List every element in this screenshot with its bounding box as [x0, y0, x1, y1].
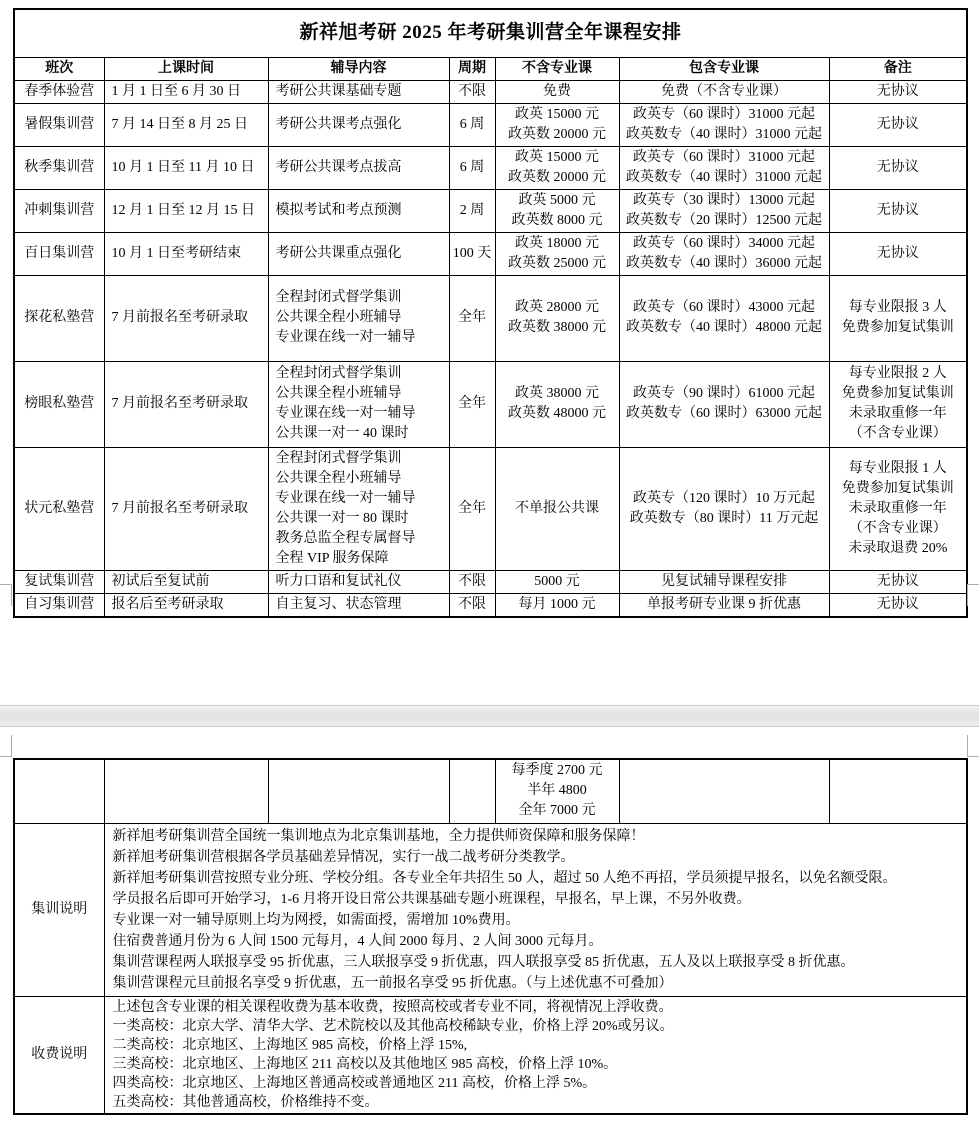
cell-line: 专业课在线一对一辅导 [275, 490, 416, 506]
cell-banci [14, 232, 104, 275]
cell-line: 无协议 [876, 245, 919, 261]
cell-line: 模拟考试和考点预测 [275, 202, 402, 218]
cell-line: 政英数专（40 课时）36000 元起 [626, 255, 822, 271]
cell-time [104, 593, 268, 617]
cell-line: 6 周 [459, 159, 485, 175]
cell-period [449, 593, 495, 617]
cell-line: 政英数专（40 课时）48000 元起 [626, 320, 822, 335]
cell-line: 10 月 1 日至 11 月 10 日 [111, 159, 255, 175]
cell-line: （不含专业课） [848, 520, 947, 536]
cell-line: 上述包含专业课的相关课程收费为基本收费，按照高校或者专业不同，将视情况上浮收费。 [112, 999, 673, 1015]
cell-line: 政英数 25000 元 [508, 255, 606, 271]
cell-line: 公共课一对一 40 课时 [275, 426, 409, 441]
cell-line: 春季体验营 [24, 83, 95, 99]
cell-period [449, 361, 495, 447]
cell-incl [619, 570, 829, 593]
section-label: 收费说明 [14, 996, 104, 1114]
cell-line: 未录取重修一年 [848, 500, 947, 516]
cell-line: 政英 28000 元 [515, 300, 599, 315]
cell-line: 政英 5000 元 [518, 192, 596, 208]
cell-note [829, 570, 967, 593]
cell-line: 无协议 [876, 202, 919, 218]
cell-incl [619, 189, 829, 232]
cell-period [449, 759, 495, 823]
cell-line: 政英数 20000 元 [508, 169, 606, 185]
cell-line: 听力口语和复试礼仪 [275, 573, 402, 589]
cell-note [829, 189, 967, 232]
cell-line: 考研公共课重点强化 [275, 245, 402, 261]
cell-line: 三类高校：北京地区、上海地区 211 高校以及其他地区 985 高校，价格上浮 10%。 [112, 1056, 618, 1072]
cell-line: 6 周 [459, 116, 485, 132]
cell-line: 政英数专（20 课时）12500 元起 [626, 212, 822, 228]
notes-table [13, 758, 968, 1115]
cell-content [268, 275, 449, 361]
cell-excl [495, 80, 619, 103]
cell-line: 百日集训营 [24, 245, 95, 261]
table-row [14, 146, 967, 189]
text-boundary-mark [0, 584, 12, 606]
cell-period [449, 103, 495, 146]
table-row [14, 80, 967, 103]
cell-note [829, 103, 967, 146]
cell-line: 全程封闭式督学集训 [275, 366, 402, 381]
cell-line: 暑假集训营 [24, 116, 95, 132]
cell-line: 政英专（60 课时）43000 元起 [633, 300, 815, 315]
cell-line: 无协议 [876, 159, 919, 175]
cell-time [104, 80, 268, 103]
cell-line: 每专业限报 3 人 [848, 300, 947, 315]
cell-line: 政英数 48000 元 [508, 406, 606, 421]
cell-note [829, 146, 967, 189]
cell-line: 政英数 38000 元 [508, 320, 606, 335]
cell-incl [619, 275, 829, 361]
cell-line: 100 天 [452, 245, 492, 261]
cell-content [268, 570, 449, 593]
cell-banci [14, 146, 104, 189]
cell-line: 考研公共课考点强化 [275, 116, 402, 132]
cell-excl [495, 103, 619, 146]
cell-line: 全程封闭式督学集训 [275, 290, 402, 305]
cell-period [449, 189, 495, 232]
cell-time [104, 189, 268, 232]
cell-line: 新祥旭考研集训营全国统一集训地点为北京集训基地，全力提供师资保障和服务保障！ [112, 828, 645, 844]
cell-banci [14, 189, 104, 232]
cell-line: 不限 [458, 596, 486, 612]
cell-line: 专业课一对一辅导原则上均为网授，如需面授，需增加 10%费用。 [112, 912, 520, 928]
cell-line: 五类高校：其他普通高校，价格维持不变。 [112, 1094, 379, 1110]
column-header-5: 包含专业课 [619, 57, 829, 80]
column-header-3: 周期 [449, 57, 495, 80]
cell-line: 半年 4800 [527, 783, 587, 799]
cell-banci [14, 80, 104, 103]
cell-line: 新祥旭考研集训营按照专业分班、学校分组。各专业全年共招生 50 人，超过 50 人绝不再招，学员须提早报名，以免名额受限。 [112, 870, 897, 886]
cell-line: 免费 [543, 83, 571, 99]
title-row [14, 9, 967, 57]
table-row [14, 232, 967, 275]
cell-line: 政英专（30 课时）13000 元起 [633, 192, 815, 208]
cell-line: （不含专业课） [848, 426, 947, 441]
cell-note [829, 447, 967, 570]
cell-line: 7 月 14 日至 8 月 25 日 [111, 116, 248, 132]
cell-content [268, 189, 449, 232]
cell-line: 10 月 1 日至考研结束 [111, 245, 241, 261]
cell-line: 政英数 20000 元 [508, 126, 606, 142]
table-row [14, 189, 967, 232]
cell-line: 不限 [458, 83, 486, 99]
cell-line: 每专业限报 2 人 [848, 366, 947, 381]
cell-line: 复试集训营 [24, 573, 95, 589]
column-header-4: 不含专业课 [495, 57, 619, 80]
cell-line: 政英数专（40 课时）31000 元起 [626, 126, 822, 142]
cell-content [268, 103, 449, 146]
cell-content [268, 146, 449, 189]
cell-line: 新祥旭考研集训营根据各学员基础差异情况，实行一战二战考研分类教学。 [112, 849, 575, 865]
text-boundary-mark [967, 735, 979, 757]
table-row [14, 361, 967, 447]
cell-line: 未录取重修一年 [848, 406, 947, 421]
section-content [104, 823, 967, 996]
column-header-2: 辅导内容 [268, 57, 449, 80]
cell-incl [619, 361, 829, 447]
cell-line: 政英专（60 课时）31000 元起 [633, 149, 815, 165]
cell-line: 每专业限报 1 人 [848, 460, 947, 476]
section-content [104, 996, 967, 1114]
cell-excl [495, 189, 619, 232]
cell-line: 政英专（120 课时）10 万元起 [633, 490, 815, 506]
cell-incl [619, 103, 829, 146]
cell-line: 全年 [458, 396, 486, 411]
cell-time [104, 275, 268, 361]
cell-line: 每季度 2700 元 [511, 763, 603, 779]
cell-banci [14, 361, 104, 447]
cell-line: 自习集训营 [24, 596, 95, 612]
page-2 [0, 727, 979, 1129]
cell-excl [495, 447, 619, 570]
cell-line: 榜眼私塾营 [24, 396, 95, 411]
cell-period [449, 146, 495, 189]
table-row [14, 447, 967, 570]
cell-line: 未录取退费 20% [848, 540, 948, 556]
cell-banci [14, 103, 104, 146]
cell-excl [495, 275, 619, 361]
cell-line: 住宿费普通月份为 6 人间 1500 元每月，4 人间 2000 每月、2 人间 3000 元每月。 [112, 933, 603, 949]
cell-excl [495, 361, 619, 447]
cell-line: 2 周 [459, 202, 485, 218]
cell-note [829, 80, 967, 103]
cell-time [104, 146, 268, 189]
cell-line: 考研公共课考点拔高 [275, 159, 402, 175]
cell-incl [619, 146, 829, 189]
cell-content [268, 232, 449, 275]
cell-line: 单报考研专业课 9 折优惠 [647, 596, 801, 612]
cell-line: 公共课全程小班辅导 [275, 470, 402, 486]
cell-period [449, 80, 495, 103]
cell-line: 无协议 [876, 573, 919, 589]
cell-line: 政英 15000 元 [515, 149, 599, 165]
cell-content [268, 80, 449, 103]
cell-content [268, 759, 449, 823]
cell-line: 无协议 [876, 596, 919, 612]
table-row [14, 593, 967, 617]
section-row [14, 996, 967, 1114]
cell-line: 公共课一对一 80 课时 [275, 510, 409, 526]
cell-line: 集训营课程两人联报享受 95 折优惠，三人联报享受 9 折优惠，四人联报享受 85 折优惠，五人及以上联报享受 8 折优惠。 [112, 954, 855, 970]
cell-line: 12 月 1 日至 12 月 15 日 [111, 202, 255, 218]
schedule-header-row [14, 57, 967, 80]
cell-note [829, 275, 967, 361]
table-row [14, 275, 967, 361]
cell-excl [495, 593, 619, 617]
cell-line: 全年 7000 元 [518, 803, 596, 819]
cell-line: 二类高校：北京地区、上海地区 985 高校，价格上浮 15%, [112, 1037, 468, 1053]
cell-line: 政英数专（40 课时）31000 元起 [626, 169, 822, 185]
cell-note [829, 759, 967, 823]
cell-line: 全程封闭式督学集训 [275, 450, 402, 466]
cell-time [104, 103, 268, 146]
cell-line: 政英数专（80 课时）11 万元起 [629, 510, 819, 526]
page-separator [0, 705, 979, 727]
cell-line: 公共课全程小班辅导 [275, 310, 402, 325]
cell-incl [619, 593, 829, 617]
cell-banci [14, 759, 104, 823]
cell-line: 无协议 [876, 116, 919, 132]
cell-line: 政英数 8000 元 [511, 212, 603, 228]
cell-line: 5000 元 [534, 573, 580, 589]
continuation-row [14, 759, 967, 823]
cell-line: 免费（不含专业课） [661, 83, 787, 99]
cell-line: 一类高校：北京大学、清华大学、艺术院校以及其他高校稀缺专业，价格上浮 20%或另议。 [112, 1018, 674, 1034]
cell-line: 不限 [458, 573, 486, 589]
cell-excl [495, 570, 619, 593]
text-boundary-mark [967, 584, 979, 606]
cell-excl [495, 232, 619, 275]
cell-line: 政英 15000 元 [515, 106, 599, 122]
cell-line: 见复试辅导课程安排 [661, 573, 787, 589]
cell-time [104, 759, 268, 823]
cell-content [268, 447, 449, 570]
table-row [14, 103, 967, 146]
cell-banci [14, 447, 104, 570]
cell-line: 报名后至考研录取 [111, 596, 224, 612]
cell-line: 1 月 1 日至 6 月 30 日 [111, 83, 241, 99]
cell-line: 免费参加复试集训 [841, 480, 954, 496]
cell-line: 全程 VIP 服务保障 [275, 550, 389, 566]
cell-note [829, 593, 967, 617]
table-row [14, 570, 967, 593]
cell-line: 7 月前报名至考研录取 [111, 500, 248, 516]
text-boundary-mark [0, 735, 12, 757]
cell-line: 政英专（60 课时）31000 元起 [633, 106, 815, 122]
cell-line: 全年 [458, 500, 486, 516]
cell-line: 不单报公共课 [515, 500, 599, 516]
cell-line: 全年 [458, 310, 486, 325]
cell-line: 初试后至复试前 [111, 573, 210, 589]
cell-content [268, 593, 449, 617]
cell-line: 政英 38000 元 [515, 386, 599, 401]
cell-banci [14, 570, 104, 593]
cell-line: 教务总监全程专属督导 [275, 530, 416, 546]
cell-line: 秋季集训营 [24, 159, 95, 175]
cell-banci [14, 275, 104, 361]
cell-line: 探花私塾营 [24, 310, 95, 325]
schedule-table [13, 8, 968, 618]
cell-line: 公共课全程小班辅导 [275, 386, 402, 401]
cell-line: 冲刺集训营 [24, 202, 95, 218]
cell-period [449, 275, 495, 361]
cell-excl [495, 146, 619, 189]
cell-content [268, 361, 449, 447]
cell-line: 每月 1000 元 [518, 596, 596, 612]
cell-line: 政英专（90 课时）61000 元起 [633, 386, 815, 401]
cell-line: 政英数专（60 课时）63000 元起 [626, 406, 822, 421]
cell-excl [495, 759, 619, 823]
cell-incl [619, 759, 829, 823]
cell-incl [619, 80, 829, 103]
cell-period [449, 232, 495, 275]
cell-line: 政英专（60 课时）34000 元起 [633, 235, 815, 251]
cell-line: 无协议 [876, 83, 919, 99]
cell-line: 政英 18000 元 [515, 235, 599, 251]
section-label: 集训说明 [14, 823, 104, 996]
section-row [14, 823, 967, 996]
cell-line: 专业课在线一对一辅导 [275, 330, 416, 345]
cell-note [829, 361, 967, 447]
cell-line: 7 月前报名至考研录取 [111, 396, 248, 411]
cell-banci [14, 593, 104, 617]
cell-line: 四类高校：北京地区、上海地区普通高校或普通地区 211 高校，价格上浮 5%。 [112, 1075, 597, 1091]
cell-line: 7 月前报名至考研录取 [111, 310, 248, 325]
column-header-0: 班次 [14, 57, 104, 80]
cell-line: 自主复习、状态管理 [275, 596, 402, 612]
cell-line: 集训营课程元旦前报名享受 9 折优惠，五一前报名享受 95 折优惠。（与上述优惠不可叠加） [112, 975, 673, 991]
cell-line: 状元私塾营 [24, 500, 95, 516]
cell-note [829, 232, 967, 275]
cell-time [104, 447, 268, 570]
cell-line: 专业课在线一对一辅导 [275, 406, 416, 421]
column-header-6: 备注 [829, 57, 967, 80]
cell-line: 学员报名后即可开始学习，1-6 月将开设日常公共课基础专题小班课程，早报名，早上课，不另外收费。 [112, 891, 751, 907]
cell-time [104, 570, 268, 593]
cell-time [104, 361, 268, 447]
cell-period [449, 447, 495, 570]
page-title: 新祥旭考研 2025 年考研集训营全年课程安排 [14, 9, 967, 57]
column-header-1: 上课时间 [104, 57, 268, 80]
cell-incl [619, 447, 829, 570]
cell-period [449, 570, 495, 593]
cell-line: 考研公共课基础专题 [275, 83, 402, 99]
cell-time [104, 232, 268, 275]
cell-line: 免费参加复试集训 [841, 386, 954, 401]
cell-incl [619, 232, 829, 275]
cell-line: 免费参加复试集训 [841, 320, 954, 335]
